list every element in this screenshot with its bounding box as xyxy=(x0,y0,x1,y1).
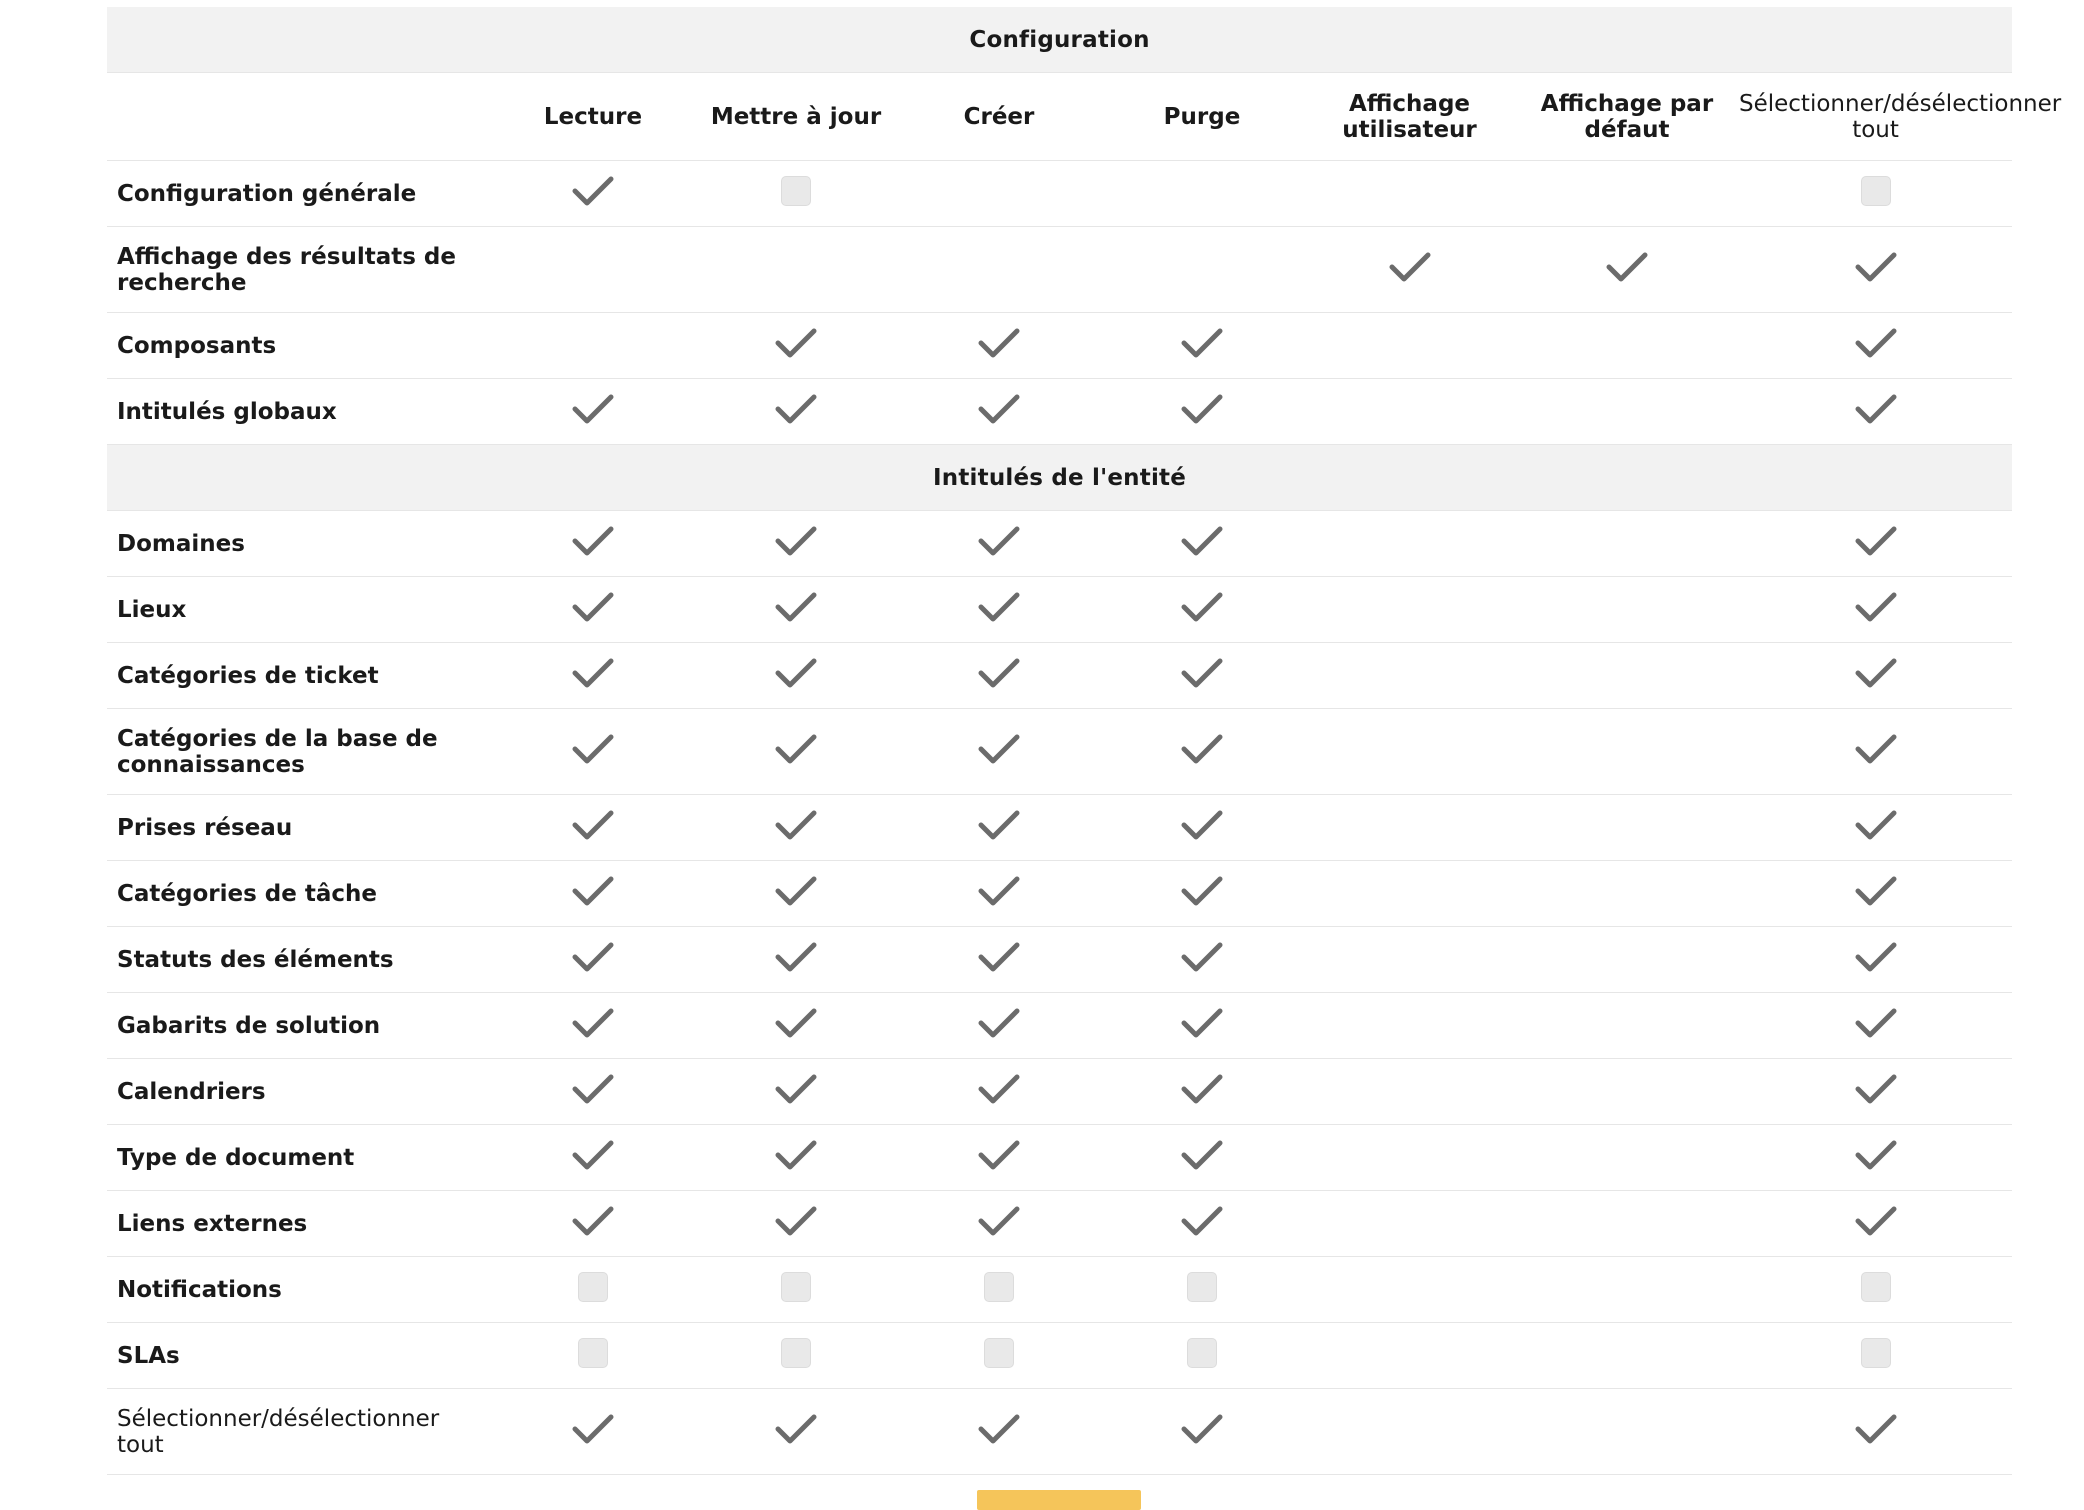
checkmark-icon[interactable] xyxy=(774,1412,818,1446)
checkmark-icon[interactable] xyxy=(571,732,615,766)
checkmark-icon[interactable] xyxy=(571,1006,615,1040)
cell-create xyxy=(898,709,1100,795)
cell-create xyxy=(898,227,1100,313)
cell-select-all xyxy=(1739,795,2012,861)
cell-purge xyxy=(1100,577,1304,643)
table-row xyxy=(107,1323,2012,1389)
checkmark-icon[interactable] xyxy=(571,590,615,624)
cell-create xyxy=(898,1125,1100,1191)
checkmark-icon[interactable] xyxy=(1388,250,1432,284)
cell-create xyxy=(898,1257,1100,1323)
row-label: Lieux xyxy=(107,577,492,643)
cell-purge xyxy=(1100,161,1304,227)
cell-purge xyxy=(1100,1257,1304,1323)
cell-select-all xyxy=(1739,861,2012,927)
checkmark-icon[interactable] xyxy=(774,1006,818,1040)
row-label: Gabarits de solution xyxy=(107,993,492,1059)
checkmark-icon[interactable] xyxy=(1180,940,1224,974)
section-title-configuration: Configuration xyxy=(107,7,2012,73)
table-row xyxy=(107,861,2012,927)
checkmark-icon[interactable] xyxy=(977,326,1021,360)
checkmark-icon[interactable] xyxy=(977,656,1021,690)
checkmark-icon[interactable] xyxy=(571,174,615,208)
checkmark-icon[interactable] xyxy=(1854,524,1898,558)
cell-create xyxy=(898,1323,1100,1389)
row-label: Calendriers xyxy=(107,1059,492,1125)
checkmark-icon[interactable] xyxy=(571,1204,615,1238)
checkmark-icon[interactable] xyxy=(977,1138,1021,1172)
cell-default-display xyxy=(1515,861,1739,927)
cell-default-display xyxy=(1515,1257,1739,1323)
cell-update xyxy=(694,1191,898,1257)
cell-user-display xyxy=(1304,795,1515,861)
column-header-row xyxy=(107,73,2012,161)
row-label: SLAs xyxy=(107,1323,492,1389)
checkmark-icon[interactable] xyxy=(1854,732,1898,766)
checkmark-icon[interactable] xyxy=(1854,1204,1898,1238)
checkmark-icon[interactable] xyxy=(977,1006,1021,1040)
cell-purge xyxy=(1100,379,1304,445)
checkmark-icon[interactable] xyxy=(774,874,818,908)
checkmark-icon[interactable] xyxy=(774,940,818,974)
cell-default-display xyxy=(1515,709,1739,795)
row-label: Sélectionner/désélectionner tout xyxy=(107,1389,492,1475)
cell-default-display xyxy=(1515,795,1739,861)
cell-create xyxy=(898,861,1100,927)
table-row xyxy=(107,227,2012,313)
cell-read xyxy=(492,643,694,709)
cell-create xyxy=(898,1191,1100,1257)
rights-table xyxy=(107,7,2062,1475)
cell-update xyxy=(694,709,898,795)
cell-default-display xyxy=(1515,577,1739,643)
cell-user-display xyxy=(1304,1191,1515,1257)
table-row xyxy=(107,1257,2012,1323)
cell-create xyxy=(898,993,1100,1059)
cell-read xyxy=(492,795,694,861)
cell-select-all xyxy=(1739,643,2012,709)
row-label: Catégories de tâche xyxy=(107,861,492,927)
cell-update xyxy=(694,1059,898,1125)
cell-read xyxy=(492,1257,694,1323)
table-row xyxy=(107,379,2012,445)
checkbox-unchecked[interactable] xyxy=(578,1338,608,1368)
table-row xyxy=(107,709,2012,795)
cell-read xyxy=(492,227,694,313)
row-label: Statuts des éléments xyxy=(107,927,492,993)
table-row xyxy=(107,795,2012,861)
row-label: Configuration générale xyxy=(107,161,492,227)
checkbox-unchecked[interactable] xyxy=(781,1338,811,1368)
cell-default-display xyxy=(1515,1191,1739,1257)
cell-create xyxy=(898,161,1100,227)
cell-purge xyxy=(1100,511,1304,577)
cell-read xyxy=(492,1125,694,1191)
cell-read xyxy=(492,1191,694,1257)
checkmark-icon[interactable] xyxy=(774,326,818,360)
cell-user-display xyxy=(1304,993,1515,1059)
table-row xyxy=(107,313,2012,379)
checkmark-icon[interactable] xyxy=(977,1072,1021,1106)
checkmark-icon[interactable] xyxy=(1180,392,1224,426)
cell-read xyxy=(492,927,694,993)
checkbox-unchecked[interactable] xyxy=(781,176,811,206)
checkmark-icon[interactable] xyxy=(1854,392,1898,426)
column-header-purge: Purge xyxy=(1100,73,1304,161)
row-label: Catégories de ticket xyxy=(107,643,492,709)
checkmark-icon[interactable] xyxy=(1180,732,1224,766)
cell-select-all xyxy=(1739,227,2012,313)
cell-select-all xyxy=(1739,1389,2012,1475)
cell-update xyxy=(694,927,898,993)
checkmark-icon[interactable] xyxy=(977,524,1021,558)
cell-update xyxy=(694,227,898,313)
cell-update xyxy=(694,1323,898,1389)
table-row xyxy=(107,1059,2012,1125)
column-header-user-display: Affichage utilisateur xyxy=(1304,73,1515,161)
cell-default-display xyxy=(1515,1125,1739,1191)
cell-user-display xyxy=(1304,577,1515,643)
checkmark-icon[interactable] xyxy=(1180,1006,1224,1040)
cell-purge xyxy=(1100,1059,1304,1125)
cell-user-display xyxy=(1304,313,1515,379)
cell-default-display xyxy=(1515,1059,1739,1125)
cell-read xyxy=(492,709,694,795)
checkmark-icon[interactable] xyxy=(774,808,818,842)
cell-read xyxy=(492,577,694,643)
cell-purge xyxy=(1100,927,1304,993)
cell-select-all xyxy=(1739,511,2012,577)
cell-default-display xyxy=(1515,379,1739,445)
checkmark-icon[interactable] xyxy=(1605,250,1649,284)
cell-purge xyxy=(1100,795,1304,861)
cell-select-all xyxy=(1739,161,2012,227)
cell-create xyxy=(898,643,1100,709)
checkbox-unchecked[interactable] xyxy=(984,1272,1014,1302)
cell-update xyxy=(694,379,898,445)
cell-purge xyxy=(1100,709,1304,795)
checkmark-icon[interactable] xyxy=(1180,656,1224,690)
cell-update xyxy=(694,1257,898,1323)
cell-update xyxy=(694,861,898,927)
table-row xyxy=(107,161,2012,227)
checkmark-icon[interactable] xyxy=(1180,1412,1224,1446)
checkmark-icon[interactable] xyxy=(977,874,1021,908)
checkmark-icon[interactable] xyxy=(1180,808,1224,842)
rights-matrix xyxy=(107,7,2062,1475)
cell-user-display xyxy=(1304,927,1515,993)
checkmark-icon[interactable] xyxy=(774,392,818,426)
checkmark-icon[interactable] xyxy=(1854,250,1898,284)
checkmark-icon[interactable] xyxy=(1854,326,1898,360)
cell-select-all xyxy=(1739,993,2012,1059)
checkmark-icon[interactable] xyxy=(977,392,1021,426)
cell-user-display xyxy=(1304,1323,1515,1389)
checkmark-icon[interactable] xyxy=(571,1138,615,1172)
table-row xyxy=(107,643,2012,709)
cell-default-display xyxy=(1515,313,1739,379)
cell-user-display xyxy=(1304,227,1515,313)
cell-default-display xyxy=(1515,643,1739,709)
cell-purge xyxy=(1100,993,1304,1059)
checkmark-icon[interactable] xyxy=(1180,524,1224,558)
checkmark-icon[interactable] xyxy=(977,1204,1021,1238)
row-label: Domaines xyxy=(107,511,492,577)
cell-create xyxy=(898,1059,1100,1125)
cell-read xyxy=(492,511,694,577)
table-row xyxy=(107,993,2012,1059)
cell-select-all xyxy=(1739,709,2012,795)
cell-default-display xyxy=(1515,511,1739,577)
cell-update xyxy=(694,511,898,577)
table-row xyxy=(107,577,2012,643)
checkmark-icon[interactable] xyxy=(571,1412,615,1446)
checkmark-icon[interactable] xyxy=(1854,1072,1898,1106)
checkmark-icon[interactable] xyxy=(571,874,615,908)
cell-update xyxy=(694,1389,898,1475)
row-label: Composants xyxy=(107,313,492,379)
cell-select-all xyxy=(1739,1257,2012,1323)
cell-user-display xyxy=(1304,1389,1515,1475)
cell-user-display xyxy=(1304,161,1515,227)
cell-default-display xyxy=(1515,1323,1739,1389)
cell-update xyxy=(694,993,898,1059)
cell-purge xyxy=(1100,227,1304,313)
checkmark-icon[interactable] xyxy=(1180,1138,1224,1172)
checkmark-icon[interactable] xyxy=(1854,940,1898,974)
checkmark-icon[interactable] xyxy=(1854,1412,1898,1446)
cell-purge xyxy=(1100,1389,1304,1475)
checkmark-icon[interactable] xyxy=(1180,1204,1224,1238)
column-header-default-display: Affichage par défaut xyxy=(1515,73,1739,161)
checkmark-icon[interactable] xyxy=(1180,326,1224,360)
cell-select-all xyxy=(1739,1059,2012,1125)
row-label: Liens externes xyxy=(107,1191,492,1257)
save-button[interactable] xyxy=(977,1490,1141,1510)
checkmark-icon[interactable] xyxy=(774,656,818,690)
cell-read xyxy=(492,861,694,927)
checkmark-icon[interactable] xyxy=(1854,656,1898,690)
checkmark-icon[interactable] xyxy=(977,732,1021,766)
checkmark-icon[interactable] xyxy=(774,732,818,766)
cell-purge xyxy=(1100,313,1304,379)
checkbox-unchecked[interactable] xyxy=(1861,1338,1891,1368)
checkbox-unchecked[interactable] xyxy=(1861,1272,1891,1302)
cell-purge xyxy=(1100,1125,1304,1191)
checkmark-icon[interactable] xyxy=(774,1138,818,1172)
cell-create xyxy=(898,577,1100,643)
cell-update xyxy=(694,577,898,643)
checkbox-unchecked[interactable] xyxy=(984,1338,1014,1368)
row-label: Type de document xyxy=(107,1125,492,1191)
row-label: Prises réseau xyxy=(107,795,492,861)
checkmark-icon[interactable] xyxy=(774,1072,818,1106)
cell-default-display xyxy=(1515,1389,1739,1475)
cell-purge xyxy=(1100,643,1304,709)
checkmark-icon[interactable] xyxy=(571,940,615,974)
checkbox-unchecked[interactable] xyxy=(1861,176,1891,206)
cell-read xyxy=(492,993,694,1059)
cell-purge xyxy=(1100,861,1304,927)
cell-purge xyxy=(1100,1323,1304,1389)
cell-create xyxy=(898,1389,1100,1475)
cell-user-display xyxy=(1304,1257,1515,1323)
cell-select-all xyxy=(1739,1191,2012,1257)
cell-purge xyxy=(1100,1191,1304,1257)
row-label: Affichage des résultats de recherche xyxy=(107,227,492,313)
cell-update xyxy=(694,161,898,227)
column-header-select-all: Sélectionner/désélectionner tout xyxy=(1739,73,2012,161)
cell-user-display xyxy=(1304,861,1515,927)
cell-select-all xyxy=(1739,927,2012,993)
checkmark-icon[interactable] xyxy=(774,1204,818,1238)
checkbox-unchecked[interactable] xyxy=(1187,1338,1217,1368)
cell-update xyxy=(694,643,898,709)
checkmark-icon[interactable] xyxy=(977,1412,1021,1446)
checkmark-icon[interactable] xyxy=(1854,590,1898,624)
checkbox-unchecked[interactable] xyxy=(781,1272,811,1302)
cell-create xyxy=(898,379,1100,445)
row-label: Notifications xyxy=(107,1257,492,1323)
cell-default-display xyxy=(1515,927,1739,993)
section-title-entity-labels: Intitulés de l'entité xyxy=(107,445,2012,511)
checkmark-icon[interactable] xyxy=(1180,590,1224,624)
checkmark-icon[interactable] xyxy=(1854,1006,1898,1040)
checkmark-icon[interactable] xyxy=(1854,1138,1898,1172)
cell-default-display xyxy=(1515,993,1739,1059)
cell-update xyxy=(694,1125,898,1191)
table-row xyxy=(107,927,2012,993)
checkmark-icon[interactable] xyxy=(571,392,615,426)
cell-user-display xyxy=(1304,379,1515,445)
cell-create xyxy=(898,927,1100,993)
cell-user-display xyxy=(1304,709,1515,795)
checkmark-icon[interactable] xyxy=(571,1072,615,1106)
cell-select-all xyxy=(1739,577,2012,643)
cell-select-all xyxy=(1739,1125,2012,1191)
row-label: Intitulés globaux xyxy=(107,379,492,445)
cell-default-display xyxy=(1515,227,1739,313)
table-row xyxy=(107,1125,2012,1191)
column-header-read: Lecture xyxy=(492,73,694,161)
cell-create xyxy=(898,313,1100,379)
cell-read xyxy=(492,1323,694,1389)
cell-update xyxy=(694,795,898,861)
checkmark-icon[interactable] xyxy=(977,590,1021,624)
column-header-create: Créer xyxy=(898,73,1100,161)
cell-read xyxy=(492,379,694,445)
checkbox-unchecked[interactable] xyxy=(1187,1272,1217,1302)
checkmark-icon[interactable] xyxy=(977,940,1021,974)
select-all-row xyxy=(107,1389,2012,1475)
cell-user-display xyxy=(1304,1125,1515,1191)
checkmark-icon[interactable] xyxy=(977,808,1021,842)
checkmark-icon[interactable] xyxy=(1854,874,1898,908)
cell-user-display xyxy=(1304,643,1515,709)
checkmark-icon[interactable] xyxy=(774,524,818,558)
checkmark-icon[interactable] xyxy=(571,656,615,690)
cell-read xyxy=(492,1389,694,1475)
row-label: Catégories de la base de connaissances xyxy=(107,709,492,795)
cell-create xyxy=(898,511,1100,577)
cell-create xyxy=(898,795,1100,861)
table-row xyxy=(107,511,2012,577)
table-row xyxy=(107,1191,2012,1257)
cell-default-display xyxy=(1515,161,1739,227)
checkmark-icon[interactable] xyxy=(571,808,615,842)
cell-select-all xyxy=(1739,1323,2012,1389)
cell-read xyxy=(492,313,694,379)
cell-select-all xyxy=(1739,379,2012,445)
checkbox-unchecked[interactable] xyxy=(578,1272,608,1302)
checkmark-icon[interactable] xyxy=(571,524,615,558)
checkmark-icon[interactable] xyxy=(1180,1072,1224,1106)
cell-user-display xyxy=(1304,1059,1515,1125)
cell-update xyxy=(694,313,898,379)
cell-select-all xyxy=(1739,313,2012,379)
cell-read xyxy=(492,161,694,227)
cell-read xyxy=(492,1059,694,1125)
checkmark-icon[interactable] xyxy=(774,590,818,624)
checkmark-icon[interactable] xyxy=(1180,874,1224,908)
checkmark-icon[interactable] xyxy=(1854,808,1898,842)
column-header-empty xyxy=(107,73,492,161)
column-header-update: Mettre à jour xyxy=(694,73,898,161)
cell-user-display xyxy=(1304,511,1515,577)
